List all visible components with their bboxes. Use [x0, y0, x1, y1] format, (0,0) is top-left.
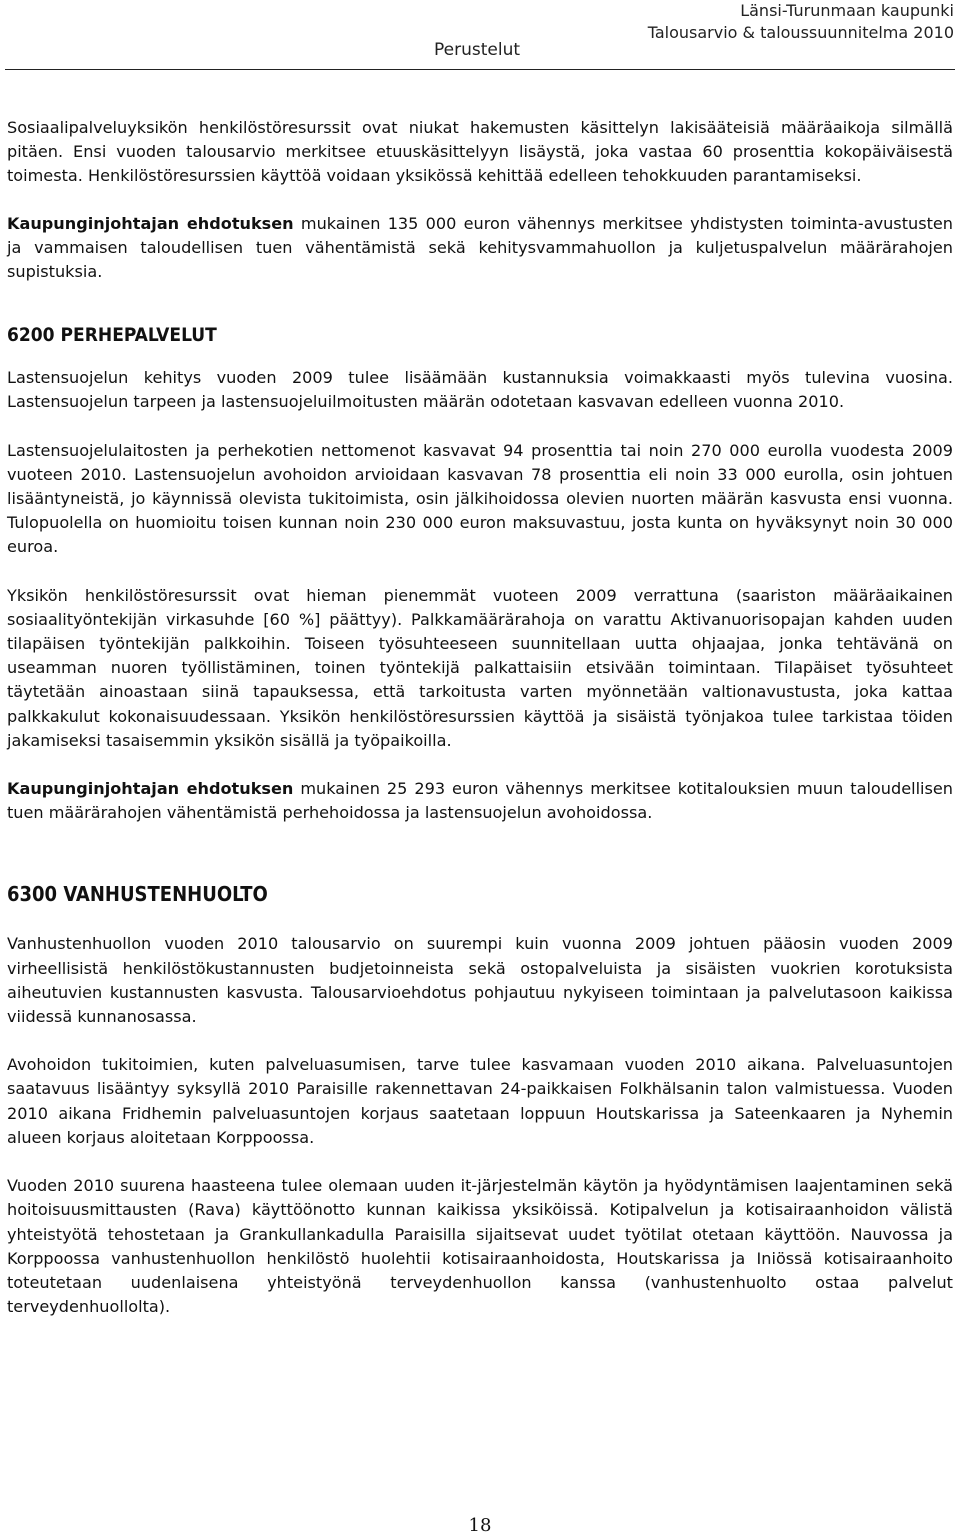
heading-6200: 6200 PERHEPALVELUT [7, 324, 217, 347]
vanhustenhuolto-paragraph-2: Avohoidon tukitoimien, kuten palveluasumisen, tarve tulee kasvamaan vuoden 2010 aikana. Palveluasuntojen saatavuus lisääntyy syksyllä 2010 Paraisille rakennettavan 24-paikkaisen Folkhälsanin talon valmistuessa. Vuoden 2010 aikana Fridhemin palveluasuntojen korjaus saatetaan loppuun Houtskarissa ja Sateenkaaren ja Nyhemin alueen korjaus aloitetaan Korppoossa. [7, 1055, 953, 1147]
page-header [0, 0, 960, 70]
perhepalvelut-paragraph-1: Lastensuojelun kehitys vuoden 2009 tulee lisäämään kustannuksia voimakkaasti myös tulevina vuosina. Lastensuojelun tarpeen ja lastensuojeluilmoitusten määrän odotetaan kasvavan edelleen vuonna 2010. [7, 368, 953, 412]
intro-paragraph-2 [7, 212, 953, 285]
header-org: Länsi-Turunmaan kaupunki [740, 1, 954, 20]
header-divider [5, 69, 955, 70]
proposal-lead: Kaupunginjohtajan ehdotuksen [7, 213, 294, 233]
proposal-text: mukainen 25 293 euron vähennys merkitsee kotitalouksien muun taloudellisen tuen määrärahojen vähentämistä perhehoidossa ja lastensuojelun avohoidossa. [7, 779, 954, 823]
perhepalvelut-paragraph-4 [7, 777, 953, 825]
header-section-title: Perustelut [434, 40, 521, 60]
vanhustenhuolto-paragraph-3: Vuoden 2010 suurena haasteena tulee olemaan uuden it-järjestelmän käytön ja hyödyntämisen laajentaminen sekä hoitoisuusmittausten (Rava) käyttöönotto kunnan kaikissa yksiköissä. Kotipalvelun ja kotisairaanhoidon välistä yhteistyötä tehostetaan ja Grankullankadulla Paraisilla sijaitsevat uudet työtilat otetaan käyttöön. Nauvossa ja Korppoossa vanhustenhuollon henkilöstö huolehtii kotisairaanhoidosta, Houtskarissa ja Iniössä kotisairaanhoito toteutetaan uudenlaisena yhteistyönä terveydenhuollon kanssa (vanhustenhuolto ostaa palvelut terveydenhuollolta). [7, 1176, 953, 1317]
vanhustenhuolto-paragraph-1: Vanhustenhuollon vuoden 2010 talousarvio on suurempi kuin vuonna 2009 johtuen pääosin vuoden 2009 virheellisistä henkilöstökustannusten budjetoinneista sekä ostopalveluista ja sisäisten vuokrien korotuksista aiheutuvien kustannusten kasvusta. Talousarvioehdotus pohjautuu nykyiseen toimintaan ja palvelutasoon kaikissa viidessä kunnanosassa. [7, 934, 953, 1027]
perhepalvelut-paragraph-2: Lastensuojelulaitosten ja perhekotien nettomenot kasvavat 94 prosenttia tai noin 270 000 eurolla vuodesta 2009 vuoteen 2010. Lastensuojelun avohoidon arvioidaan kasvavan 78 prosenttia eli noin 33 000 eurolla, osin johtuen lisääntyneistä, jo käynnissä olevista tukitoimista, osin jälkihoidossa olevien nuorten määrän kasvusta ensi vuonna. Tulopuolella on huomioitu toisen kunnan noin 230 000 euron maksuvastuu, josta kunta on hyväksynyt noin 30 000 euroa. [7, 440, 953, 557]
header-org-block [648, 0, 954, 44]
page-number: 18 [468, 1515, 492, 1536]
perhepalvelut-paragraph-3: Yksikön henkilöstöresurssit ovat hieman pienemmät vuoteen 2009 verrattuna (saariston määräaikainen sosiaalityöntekijän virkasuhde [60 %] päättyy). Palkkamäärärahoja on varattu Aktivanuorisopajan kahden uuden tilapäisen työntekijän palkkoihin. Toiseen työsuhteeseen suunnitellaan uutta ohjaajaa, jonka tehtävänä on useamman nuoren työllistäminen, toinen työntekijä palkattaisiin etsivään toimintaan. Tilapäiset työsuhteet täytetään ainoastaan siinä tapauksessa, että tarkoitusta varten myönnetään valtionavustusta, joka kattaa palkkakulut kokonaisuudessaan. Yksikön henkilöstöresurssien käyttöä ja sisäistä työnjakoa tulee tarkistaa töiden jakamiseksi tasaisemmin yksikön sisällä ja työpaikoilla. [7, 585, 953, 750]
header-doc-title: Talousarvio & taloussuunnitelma 2010 [647, 23, 954, 42]
intro-paragraph-1: Sosiaalipalveluyksikön henkilöstöresurssit ovat niukat hakemusten käsittelyn lakisääteisiä määräaikoja silmällä pitäen. Ensi vuoden talousarvio merkitsee etuuskäsittelyyn lisäystä, joka vastaa 60 prosenttia kokopäiväisestä toimesta. Henkilöstöresurssien käyttöä voidaan yksikössä kehittää edelleen tehokkuuden parantamiseksi. [7, 118, 953, 186]
page-body [7, 116, 953, 1319]
proposal-lead: Kaupunginjohtajan ehdotuksen [7, 779, 294, 799]
proposal-text: mukainen 135 000 euron vähennys merkitsee yhdistysten toiminta-avustusten ja vammaisen taloudellisen tuen vähentämistä sekä kehitysvammahuollon ja kuljetuspalvelun määrärahojen supistuksia. [7, 213, 954, 282]
heading-6300: 6300 VANHUSTENHUOLTO [7, 882, 268, 907]
